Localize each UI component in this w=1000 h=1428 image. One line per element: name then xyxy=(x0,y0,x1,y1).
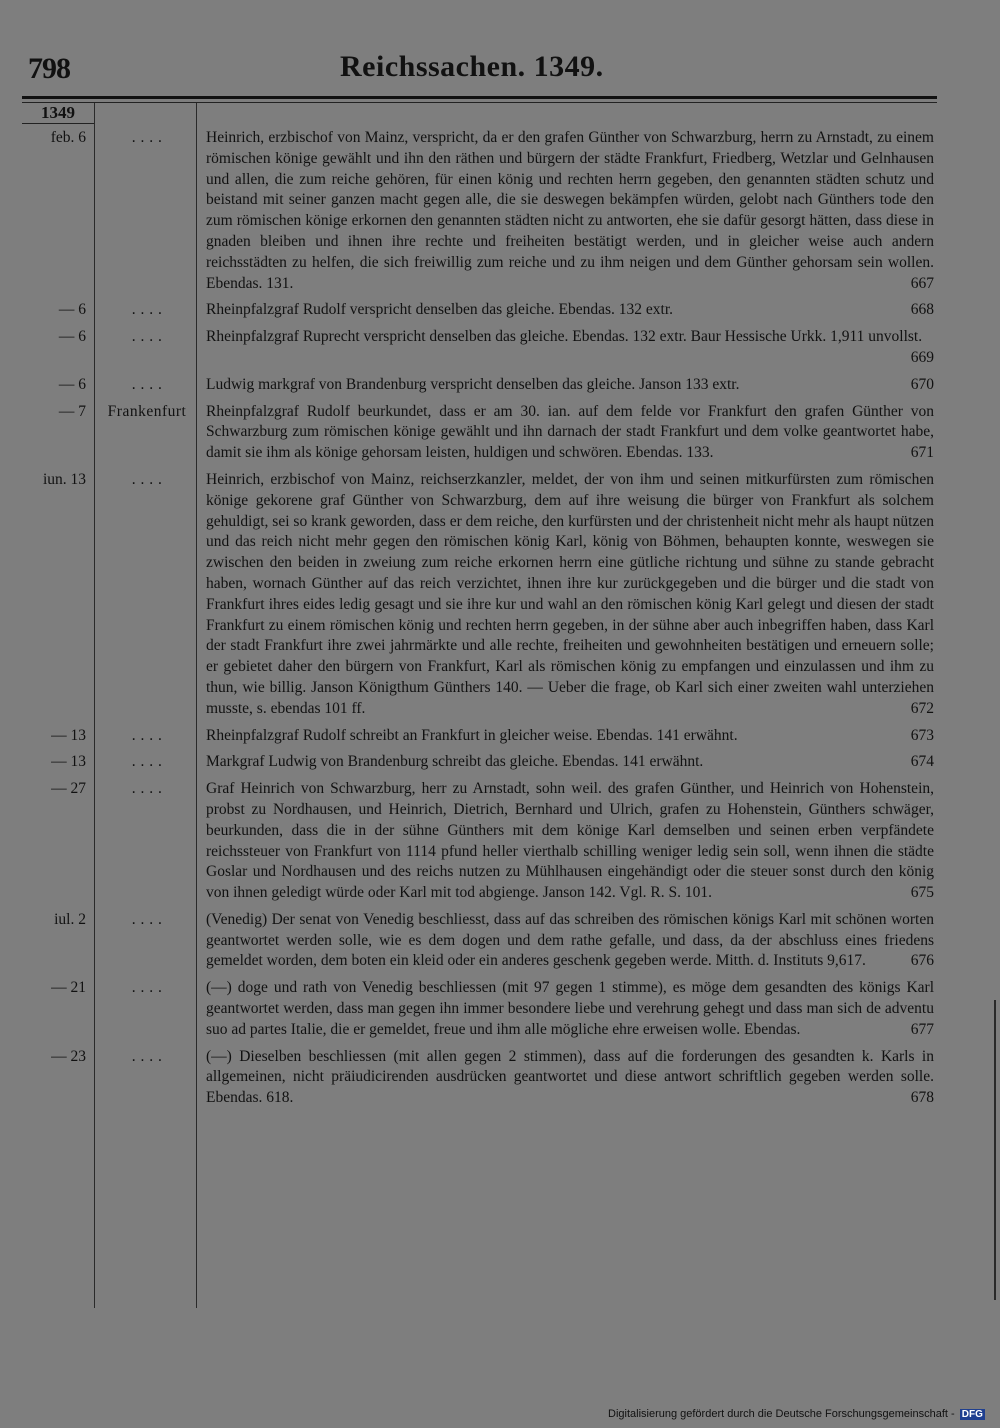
entry-text xyxy=(202,726,934,747)
entry-place: . . . . xyxy=(131,470,163,488)
footer xyxy=(608,1408,985,1420)
page-title: Reichssachen. 1349. xyxy=(340,50,604,83)
entry-number: 667 xyxy=(910,274,934,292)
dfg-logo: DFG xyxy=(961,1409,983,1420)
entry-text xyxy=(202,470,934,720)
entry-body: Rheinpfalzgraf Rudolf beurkundet, dass er am 30. ian. auf dem felde vor Frankfurt den grafen Günther von Schwarzburg zum römischen könige gewählt und ihn darnach der stadt Frankfurt und dem volke geantwortet habe, damit sie ihm als könige gehorsam leisten, huldigen und schwören. Ebendas. 133. xyxy=(206,402,934,462)
entry-text xyxy=(202,752,934,773)
entry-place: . . . . xyxy=(131,979,163,997)
entry-place: . . . . xyxy=(131,129,163,146)
entry-date: feb. 6 xyxy=(50,129,86,146)
entry-text xyxy=(202,128,934,294)
regest-entry xyxy=(0,470,1000,720)
entry-text xyxy=(202,978,934,1040)
entry-body: (—) doge und rath von Venedig beschliessen (mit 97 gegen 1 stimme), es möge dem gesandten des königs Karl geantwortet werden, dass man gegen ihn immer besondere liebe und verehrung gehegt und dass man sich de adventu suo ad partes Italie, die er gemeldet, freue und ihm alle mögliche ehre erweisen wolle. Ebendas. xyxy=(206,979,934,1038)
regest-entry xyxy=(0,375,1000,396)
regest-entry xyxy=(0,300,1000,321)
entry-number: 673 xyxy=(910,726,934,744)
entry-date: — 6 xyxy=(58,328,86,346)
entry-date: — 21 xyxy=(51,979,86,997)
entry-body: Rheinpfalzgraf Rudolf schreibt an Frankfurt in gleicher weise. Ebendas. 141 erwähnt. xyxy=(206,726,738,744)
regest-entry xyxy=(0,752,1000,773)
regest-list xyxy=(0,128,1000,1115)
entry-text xyxy=(202,327,934,369)
entry-place: . . . . xyxy=(131,375,163,393)
entry-body: Rheinpfalzgraf Rudolf verspricht denselben das gleiche. Ebendas. 132 extr. xyxy=(206,301,674,319)
entry-text xyxy=(202,402,934,464)
regest-entry xyxy=(0,327,1000,369)
entry-text xyxy=(202,910,934,972)
entry-body: Rheinpfalzgraf Ruprecht verspricht denselben das gleiche. Ebendas. 132 extr. Baur Hessische Urkk. 1,911 unvollst. xyxy=(206,328,923,346)
entry-number: 668 xyxy=(910,301,934,319)
year-column-head: 1349 xyxy=(41,103,75,122)
header-rule-thin xyxy=(22,102,937,103)
entry-number: 674 xyxy=(910,753,934,771)
entry-body: Heinrich, erzbischof von Mainz, reichserzkanzler, meldet, der von ihm und seinen mitkurfürsten zum römischen könige gekorene graf Günther von Schwarzburg, dem auf ihre weisung die bürger von Frankfurt als solchem gehuldigt, sei so krank geworden, dass er dem reiche, den kurfürsten und der christenheit nicht mehr als haupt nützen und das reich nicht mehr gegen den römischen könig Karl, könig von Böhmen, behaupten konnte, weswegen sie zwischen den beiden in zweiung zum reiche erkornen herrn eine gütliche richtung und sühne zu stande gebracht haben, wornach Günther auf das reich verzichtet, ihnen ihre kur zurückgegeben und die bürger und die stadt von Frankfurt ihres eides ledig gesagt und sie ihre kur und wahl an den römischen könig Karl gelegt und diesen der stadt Frankfurt zu einem römischen könig und rechten herrn gegeben, in der sühne aber auch inbegriffen haben, dass Karl der stadt Frankfurt ihre zwei jahrmärkte und alle rechte, freiheiten und gewohnheiten bestätigen und erneuern solle; er gebietet daher den bürgern von Frankfurt, Karl als römischen könig zu empfangen und einzulassen und ihm zu thun, wie billig. Janson Königthum Günthers 140. — Ueber die frage, ob Karl sich einer zweiten wahl unterziehen musste, s. ebendas 101 ff. xyxy=(206,470,934,717)
entry-date: — 27 xyxy=(51,780,86,798)
entry-date: — 6 xyxy=(58,301,86,319)
entry-number: 675 xyxy=(910,884,934,902)
entry-number: 671 xyxy=(910,444,934,462)
entry-place: . . . . xyxy=(131,753,163,771)
entry-place: . . . . xyxy=(131,910,163,928)
entry-date: — 6 xyxy=(58,375,86,393)
entry-body: Graf Heinrich von Schwarzburg, herr zu Arnstadt, sohn weil. des grafen Günther, und Heinrich von Hohenstein, probst zu Nordhausen, und Heinrich, Dietrich, Bernhard und Ulrich, grafen zu Hohenstein, Günthers schwäger, beurkunden, dass die in der sühne Günthers mit dem könige Karl demselben und seinen erben verpfändete reichssteuer von Frankfurt von 1114 pfund heller vierthalb schilling weniger ledig sein soll, wenn ihnen die städte Goslar und Nordhausen und des reichs nutzen zu Mühlhausen eingehändigt oder die steuer sonst durch den könig von ihnen geledigt würde oder Karl mit tod abgienge. Janson 142. Vgl. R. S. 101. xyxy=(206,780,934,902)
entry-text xyxy=(202,300,934,321)
entry-place: . . . . xyxy=(131,726,163,744)
regest-entry xyxy=(0,1047,1000,1109)
footer-text: Digitalisierung gefördert durch die Deutsche Forschungsgemeinschaft - xyxy=(608,1408,955,1420)
entry-text xyxy=(202,779,934,904)
year-rule xyxy=(22,123,94,124)
regest-entry xyxy=(0,978,1000,1040)
entry-place: . . . . xyxy=(131,1047,163,1065)
entry-date: iul. 2 xyxy=(54,910,86,928)
regest-entry xyxy=(0,726,1000,747)
entry-body: (Venedig) Der senat von Venedig beschliesst, dass auf das schreiben des römischen königs Karl mit schönen worten geantwortet werden solle, wie es dem dogen und dem rathe gefalle, und dass, da der abschluss eines friedens gemeldet worden, dem boten ein kleid oder ein anderes geschenk gegeben werde. Mitth. d. Instituts 9,617. xyxy=(206,910,934,970)
entry-body: Ludwig markgraf von Brandenburg verspricht denselben das gleiche. Janson 133 extr. xyxy=(206,375,740,393)
entry-date: — 13 xyxy=(51,726,86,744)
entry-number: 672 xyxy=(910,699,934,717)
entry-place: Frankenfurt xyxy=(107,402,187,420)
entry-number: 677 xyxy=(910,1020,934,1038)
entry-number: 676 xyxy=(910,952,934,970)
regest-entry xyxy=(0,779,1000,904)
entry-number: 669 xyxy=(910,348,934,366)
entry-date: — 13 xyxy=(51,753,86,771)
header-rule xyxy=(22,96,937,99)
entry-body: Markgraf Ludwig von Brandenburg schreibt das gleiche. Ebendas. 141 erwähnt. xyxy=(206,753,704,771)
entry-place: . . . . xyxy=(131,328,163,346)
entry-date: — 7 xyxy=(58,402,86,420)
entry-text xyxy=(202,1047,934,1109)
regest-entry xyxy=(0,402,1000,464)
entry-date: — 23 xyxy=(51,1047,86,1065)
regest-entry xyxy=(0,910,1000,972)
entry-date: iun. 13 xyxy=(42,470,86,488)
entry-body: (—) Dieselben beschliessen (mit allen gegen 2 stimmen), dass auf die forderungen des gesandten k. Karls in allgemeinen, nicht präiudicirenden ausdrücken geantwortet und diese antwort schriftlich gegeben werden solle. Ebendas. 618. xyxy=(206,1047,934,1107)
entry-place: . . . . xyxy=(131,301,163,319)
entry-number: 670 xyxy=(910,375,934,393)
entry-body: Heinrich, erzbischof von Mainz, verspricht, da er den grafen Günther von Schwarzburg, herrn zu Arnstadt, zu einem römischen könige gewählt und ihn den räthen und bürgern der städte Frankfurt, Friedberg, Wetzlar und Gelnhausen und allen, die zum reiche gehören, für einen könig und rechten herrn gegeben, den genannten städten schutz und beistand mit seiner ganzen macht gegen alle, die sie deswegen bekämpfen würden, gelobt nach Günthers tode den zum römischen könige erkornen den genannten städten nicht zu antworten, ehe sie dafür gesorgt hätten, dass diese in gnaden bleiben und ihnen ihre rechte und freiheiten bestätigt werden, und in gleicher weise auch andern reichsstädten zu helfen, die sich freiwillig zum reiche und zu ihm neigen und dem Günther gehorsam sein wollen. Ebendas. 131. xyxy=(206,129,934,292)
regest-entry xyxy=(0,128,1000,294)
entry-number: 678 xyxy=(910,1089,934,1107)
entry-place: . . . . xyxy=(131,780,163,798)
entry-text xyxy=(202,375,934,396)
page-number: 798 xyxy=(28,52,70,85)
